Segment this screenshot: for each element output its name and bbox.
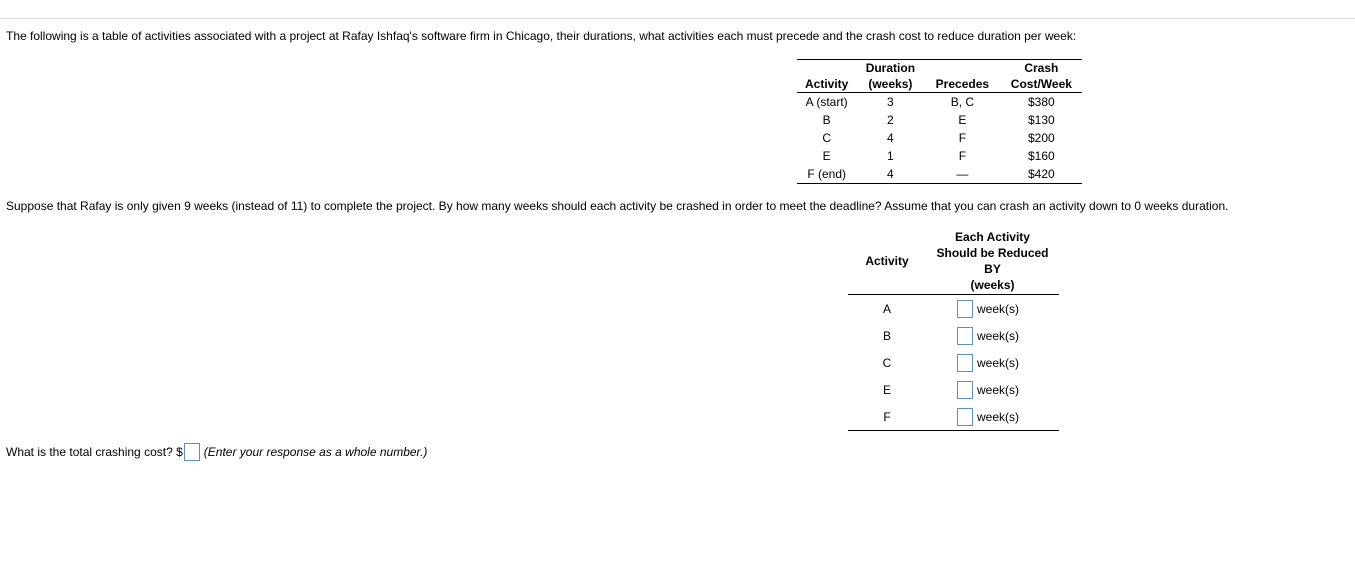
header-duration-line2: (weeks) — [856, 76, 924, 93]
unit-label: week(s) — [977, 382, 1020, 397]
cell-duration: 4 — [856, 165, 924, 184]
answer-cell — [926, 349, 1059, 376]
answer-header-reduce-line4: (weeks) — [970, 278, 1015, 292]
answer-row — [848, 295, 1059, 323]
cell-activity: F (end) — [797, 165, 856, 184]
cell-duration: 2 — [887, 113, 894, 127]
answer-header-reduce-line2: Should be Reduced — [936, 246, 1049, 260]
cell-duration: 4 — [887, 131, 894, 145]
answer-input-e[interactable] — [957, 381, 973, 399]
cell-duration: 1 — [887, 149, 894, 163]
answer-value-wrap — [926, 327, 1059, 345]
table-row — [797, 111, 1082, 129]
total-hint: (Enter your response as a whole number.) — [203, 445, 428, 459]
cell-cost: $380 — [1028, 95, 1055, 109]
answer-input-b[interactable] — [957, 327, 973, 345]
table-row — [797, 129, 1082, 147]
answer-header-reduce-line3: BY — [984, 262, 1001, 276]
header-cost-line1: Crash — [1000, 60, 1082, 77]
answer-row — [848, 322, 1059, 349]
answer-cell — [926, 322, 1059, 349]
answer-value-wrap — [926, 300, 1059, 318]
answer-input-f[interactable] — [957, 408, 973, 426]
cell-cost: $420 — [1000, 165, 1082, 184]
question-text: Suppose that Rafay is only given 9 weeks (instead of 11) to complete the project. By how many weeks should each activity be crashed in order to meet the deadline? Assume that you can crash an activity down to 0 weeks duration. — [6, 199, 1229, 213]
answer-header-activity: Activity — [848, 229, 926, 295]
answer-cell — [926, 403, 1059, 431]
answer-row — [848, 376, 1059, 403]
answer-cell — [926, 295, 1059, 323]
header-activity: Activity — [797, 76, 856, 93]
answer-table — [848, 229, 1059, 431]
answer-value-wrap — [926, 381, 1059, 399]
answer-header-reduce — [926, 229, 1059, 295]
unit-label: week(s) — [977, 328, 1020, 343]
unit-label: week(s) — [977, 355, 1020, 370]
cell-cost: $200 — [1028, 131, 1055, 145]
cell-precedes: F — [958, 131, 967, 145]
answer-activity: E — [882, 382, 891, 397]
total-cost-line — [6, 443, 427, 461]
unit-label: week(s) — [977, 409, 1020, 424]
top-divider — [0, 18, 1355, 19]
answer-input-a[interactable] — [957, 300, 973, 318]
cell-precedes: E — [958, 113, 967, 127]
table-row — [797, 93, 1082, 112]
activity-table — [797, 59, 1082, 184]
cell-precedes: — — [924, 165, 1000, 184]
cell-precedes: B, C — [950, 95, 975, 109]
answer-input-c[interactable] — [957, 354, 973, 372]
cell-cost: $160 — [1028, 149, 1055, 163]
answer-value-wrap — [926, 408, 1059, 426]
cell-duration: 3 — [887, 95, 894, 109]
cell-activity: C — [822, 131, 832, 145]
table-row — [797, 147, 1082, 165]
answer-activity: B — [882, 328, 891, 343]
header-duration-line1: Duration — [856, 60, 924, 77]
total-cost-input[interactable] — [184, 443, 200, 461]
answer-value-wrap — [926, 354, 1059, 372]
answer-activity: C — [882, 355, 892, 370]
answer-row — [848, 403, 1059, 431]
answer-activity: F — [848, 403, 926, 431]
cell-activity: E — [822, 149, 831, 163]
header-precedes: Precedes — [924, 76, 1000, 93]
intro-text: The following is a table of activities associated with a project at Rafay Ishfaq's software firm in Chicago, their durations, what activities each must precede and the crash cost to reduce duration per week: — [6, 29, 1077, 43]
cell-cost: $130 — [1028, 113, 1055, 127]
total-prompt: What is the total crashing cost? $ — [6, 445, 183, 459]
header-cost-line2: Cost/Week — [1000, 76, 1082, 93]
header-activity-spacer — [797, 60, 856, 77]
table-row — [797, 165, 1082, 184]
cell-activity: A (start) — [805, 95, 848, 109]
answer-header-reduce-line1: Each Activity — [955, 230, 1030, 244]
answer-row — [848, 349, 1059, 376]
unit-label: week(s) — [977, 301, 1020, 316]
cell-activity: B — [822, 113, 831, 127]
answer-activity: A — [882, 301, 891, 316]
header-precedes-spacer — [924, 60, 1000, 77]
cell-precedes: F — [958, 149, 967, 163]
answer-cell — [926, 376, 1059, 403]
